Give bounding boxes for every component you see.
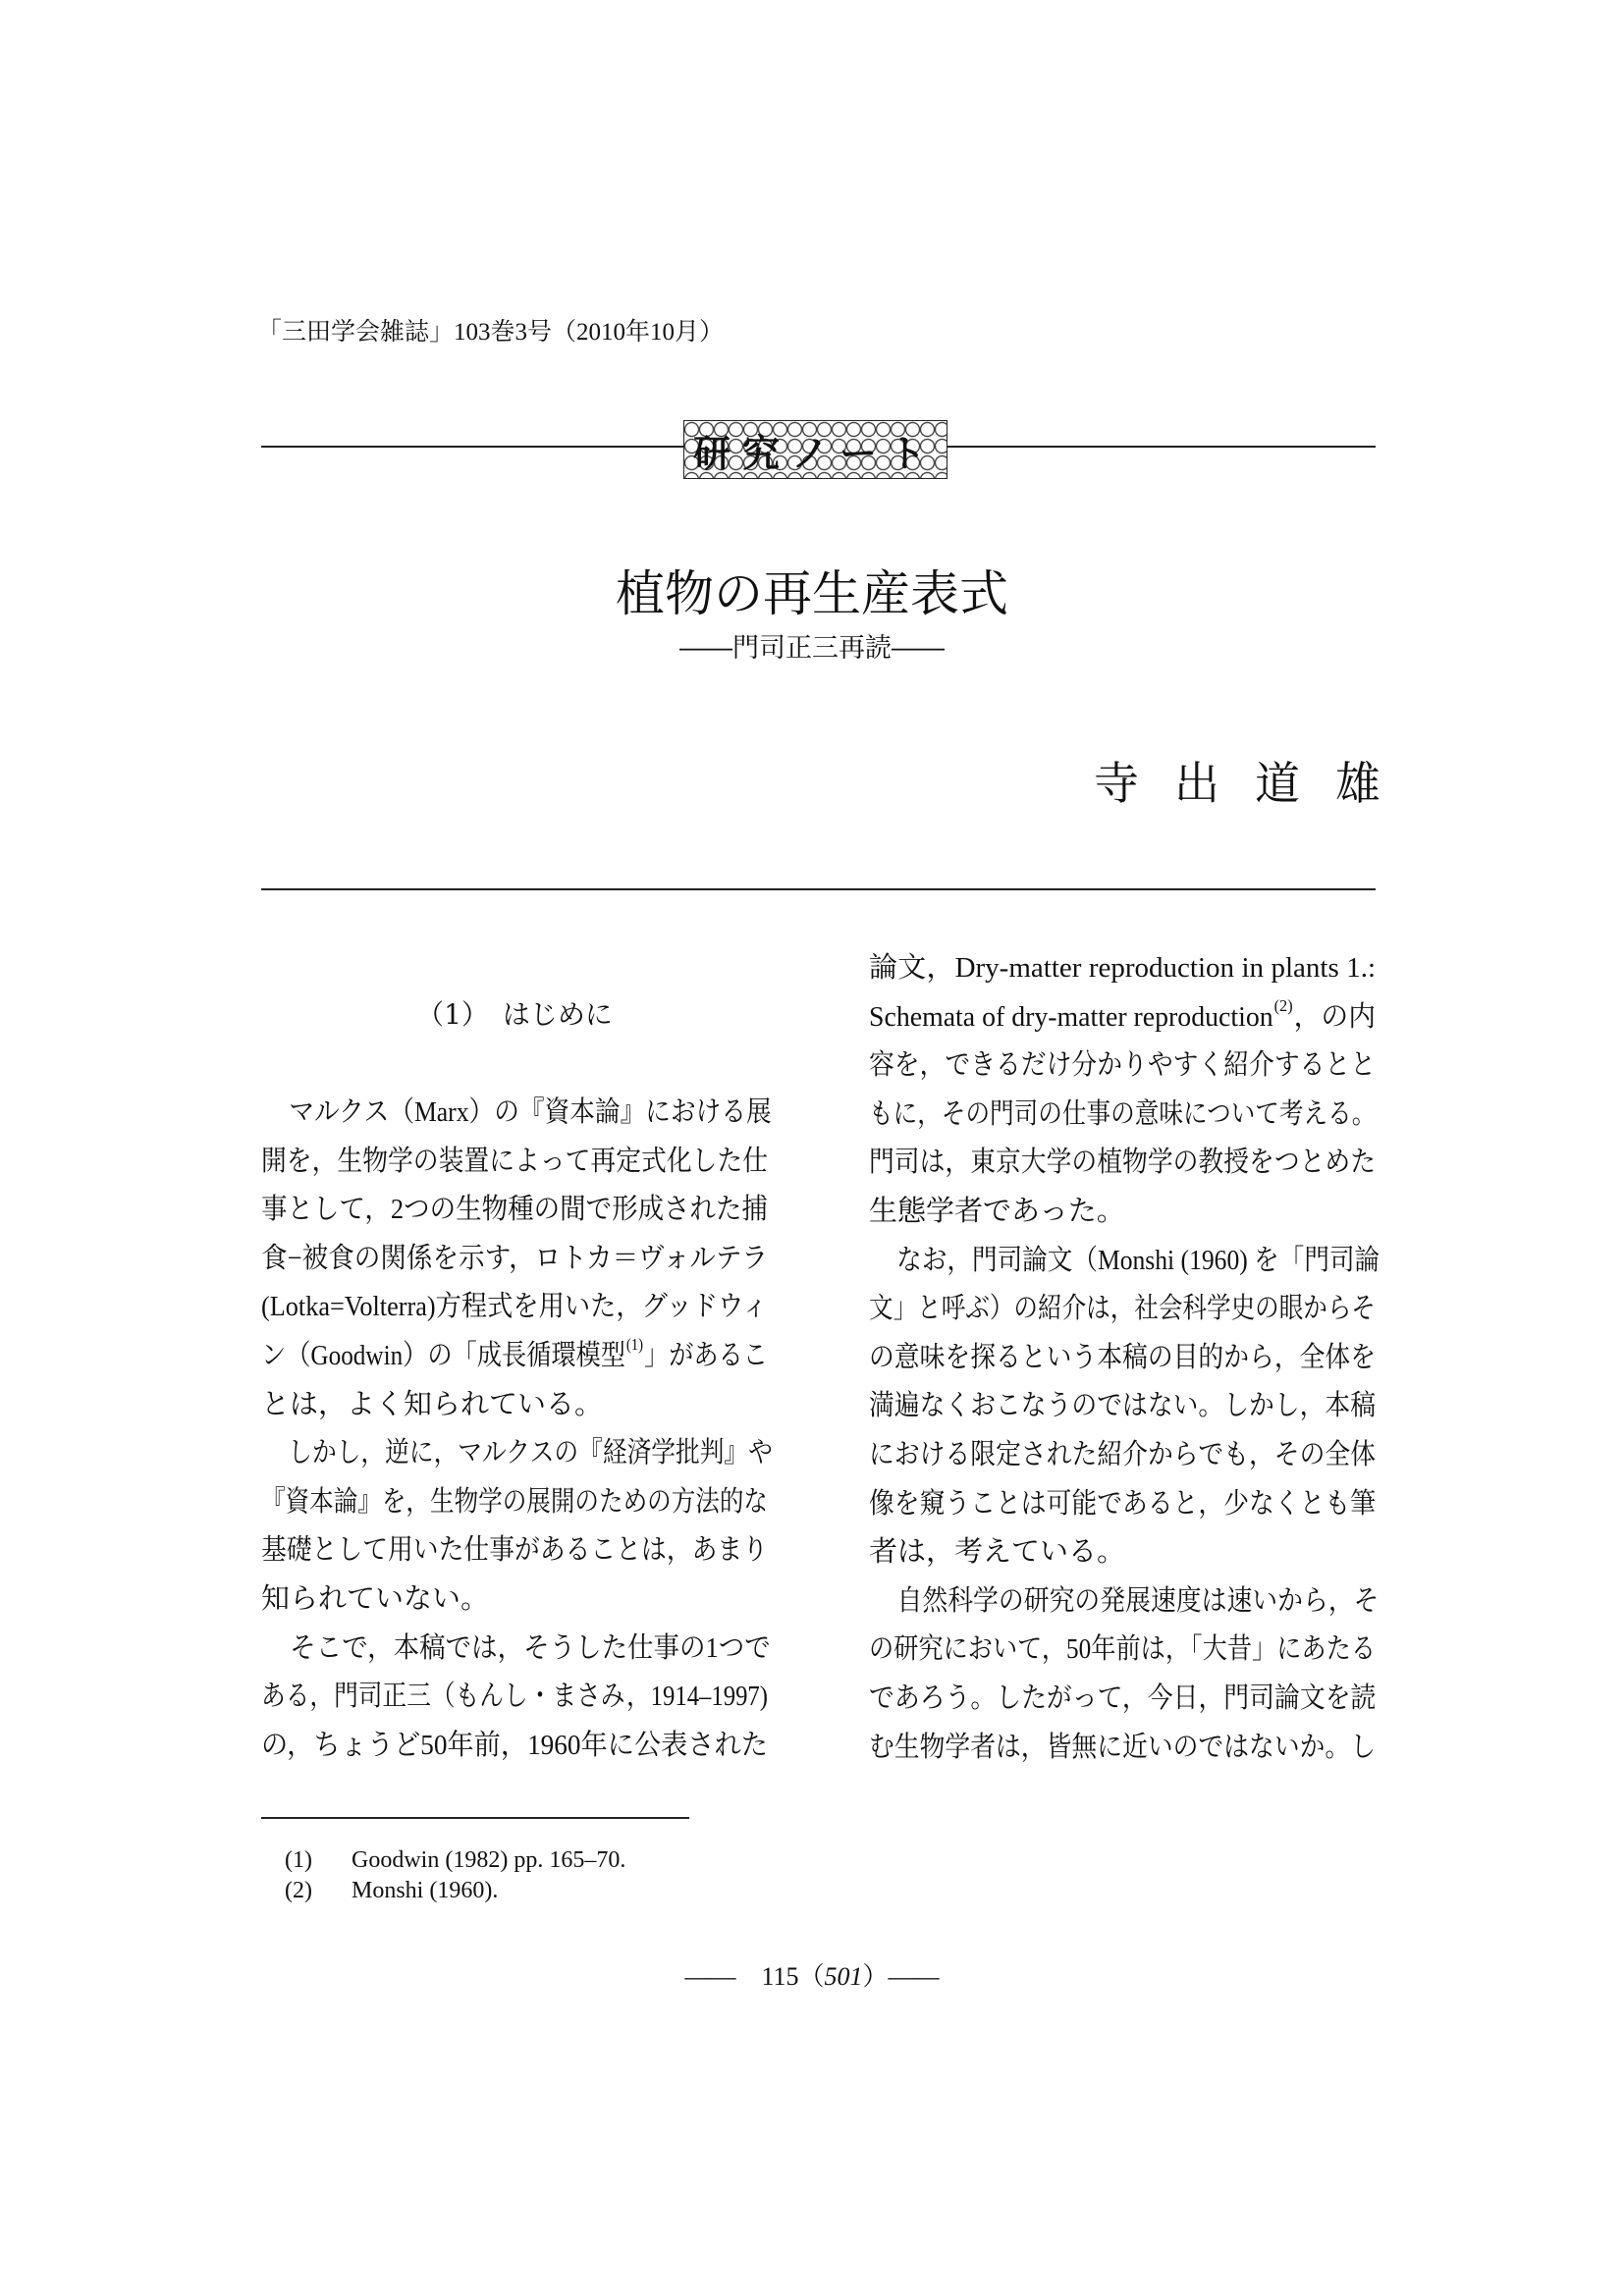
line-text: ン（Goodwin）の「成長循環模型 bbox=[261, 1340, 626, 1371]
line-text: であろう。したがって，今日，門司論文を読 bbox=[869, 1682, 1377, 1714]
text-line bbox=[869, 1289, 1376, 1328]
text-line bbox=[261, 1482, 768, 1522]
journal-citation-header: 「三田学会雑誌」103巻3号（2010年10月） bbox=[257, 319, 725, 346]
footnote-text: Goodwin (1982) pp. 165–70. bbox=[352, 1847, 626, 1873]
line-text: の，ちょうど50年前，1960年に公表された bbox=[261, 1729, 769, 1761]
page-number-value: 115 bbox=[761, 1962, 799, 1991]
text-line bbox=[261, 1190, 768, 1229]
text-line bbox=[869, 1192, 1376, 1231]
line-text: しかし，逆に，マルクスの『経済学批判』や bbox=[288, 1437, 773, 1469]
text-line bbox=[869, 1679, 1376, 1718]
line-text: もに，その門司の仕事の意味について考える。 bbox=[869, 1097, 1377, 1130]
line-text: 生態学者であった。 bbox=[869, 1196, 1125, 1227]
line-text: (Lotka=Volterra)方程式を用いた，グッドウィ bbox=[261, 1291, 769, 1323]
line-text: の研究において，50年前は，「大昔」にあたる bbox=[869, 1633, 1377, 1666]
footnote-marker[interactable]: (2) bbox=[1273, 995, 1293, 1015]
line-text: 食−被食の関係を示す，ロトカ＝ヴォルテラ bbox=[261, 1242, 769, 1274]
line-text: 像を窺うことは可能であると，少なくとも筆 bbox=[869, 1487, 1377, 1520]
text-line bbox=[261, 1677, 768, 1716]
text-line bbox=[869, 1338, 1376, 1377]
line-text: 者は，考えている。 bbox=[869, 1536, 1126, 1569]
cumulative-page: 501 bbox=[824, 1962, 863, 1991]
dash-left: —— bbox=[684, 1962, 736, 1991]
line-text: 満遍なくおこなうのではない。しかし，本稿 bbox=[869, 1390, 1377, 1422]
text-line bbox=[261, 1579, 768, 1619]
footnote-number: (1) bbox=[285, 1847, 312, 1873]
line-text: における限定された紹介からでも，その全体 bbox=[869, 1439, 1377, 1470]
line-text: 容を，できるだけ分かりやすく紹介するとと bbox=[869, 1049, 1377, 1082]
badge-label: 研究ノート bbox=[693, 431, 938, 475]
line-text: 自然科学の研究の発展速度は速いから，そ bbox=[896, 1584, 1380, 1617]
text-line bbox=[869, 1532, 1376, 1572]
text-line bbox=[261, 1336, 768, 1375]
footnote-text: Monshi (1960). bbox=[352, 1878, 499, 1903]
text-line bbox=[869, 1143, 1376, 1182]
text-line bbox=[261, 1287, 768, 1326]
article-subtitle: ――門司正三再読―― bbox=[679, 633, 945, 664]
text-line bbox=[869, 1241, 1380, 1280]
text-line bbox=[261, 1093, 772, 1132]
text-line bbox=[869, 1629, 1376, 1669]
section-heading: （1） はじめに bbox=[416, 998, 613, 1031]
text-line bbox=[869, 1581, 1380, 1621]
line-text-continued: ，の内 bbox=[1293, 1000, 1377, 1033]
text-line bbox=[869, 1484, 1376, 1523]
line-text: なお，門司論文（Monshi (1960) を「門司論 bbox=[896, 1244, 1380, 1276]
line-text: 門司は，東京大学の植物学の教授をつとめた bbox=[869, 1147, 1377, 1179]
text-line bbox=[869, 948, 1376, 988]
line-text: 開を，生物学の装置によって再定式化した仕 bbox=[261, 1145, 769, 1177]
footnote-marker[interactable]: (1) bbox=[625, 1335, 644, 1354]
line-text: ある，門司正三（もんし・まさみ，1914–1997) bbox=[261, 1681, 769, 1713]
header-divider bbox=[261, 888, 1376, 890]
line-text: む生物学者は，皆無に近いのではないか。し bbox=[869, 1731, 1377, 1763]
text-line bbox=[869, 1435, 1376, 1474]
text-line bbox=[261, 1726, 768, 1765]
text-line bbox=[869, 1728, 1376, 1767]
dash-right: —— bbox=[888, 1962, 940, 1991]
research-note-badge bbox=[683, 420, 947, 479]
line-text: 論文，Dry-matter reproduction in plants 1.: bbox=[869, 952, 1376, 984]
line-text: 事として，2つの生物種の間で形成された捕 bbox=[261, 1194, 769, 1226]
footnote bbox=[285, 1876, 625, 1906]
text-line bbox=[869, 1386, 1376, 1425]
line-text: の意味を探るという本稿の目的から，全体を bbox=[869, 1341, 1377, 1373]
line-text: 『資本論』を，生物学の展開のための方法的な bbox=[261, 1485, 769, 1518]
line-text: 基礎として用いた仕事があることは，あまり bbox=[261, 1534, 769, 1567]
line-text: 文」と呼ぶ）の紹介は，社会科学史の眼からそ bbox=[869, 1293, 1377, 1325]
line-text: マルクス（Marx）の『資本論』における展 bbox=[289, 1096, 772, 1128]
text-line bbox=[869, 1045, 1376, 1085]
text-line bbox=[261, 1433, 773, 1472]
line-text: とは，よく知られている。 bbox=[261, 1388, 604, 1420]
line-text-continued: 」があるこ bbox=[643, 1340, 768, 1371]
text-line bbox=[261, 1629, 771, 1668]
footnote bbox=[285, 1845, 625, 1876]
footnote-rule bbox=[261, 1817, 689, 1819]
text-line bbox=[261, 1239, 768, 1278]
text-line bbox=[261, 1385, 768, 1424]
page-number: —— 115（501）—— bbox=[684, 1962, 940, 1991]
article-title: 植物の再生産表式 bbox=[616, 565, 1008, 622]
line-text: そこで，本稿では，そうした仕事の1つで bbox=[290, 1631, 771, 1664]
section-rule-left bbox=[261, 446, 683, 448]
text-line bbox=[869, 997, 1376, 1037]
author-name: 寺出道雄 bbox=[1094, 757, 1416, 810]
section-rule-right bbox=[947, 446, 1376, 448]
text-line bbox=[261, 1142, 768, 1181]
line-text: 知られていない。 bbox=[261, 1583, 490, 1615]
text-line bbox=[261, 1530, 768, 1570]
footnotes bbox=[285, 1845, 625, 1906]
line-text: Schemata of dry-matter reproduction bbox=[869, 1000, 1273, 1033]
text-line bbox=[869, 1095, 1376, 1134]
footnote-number: (2) bbox=[285, 1878, 312, 1903]
